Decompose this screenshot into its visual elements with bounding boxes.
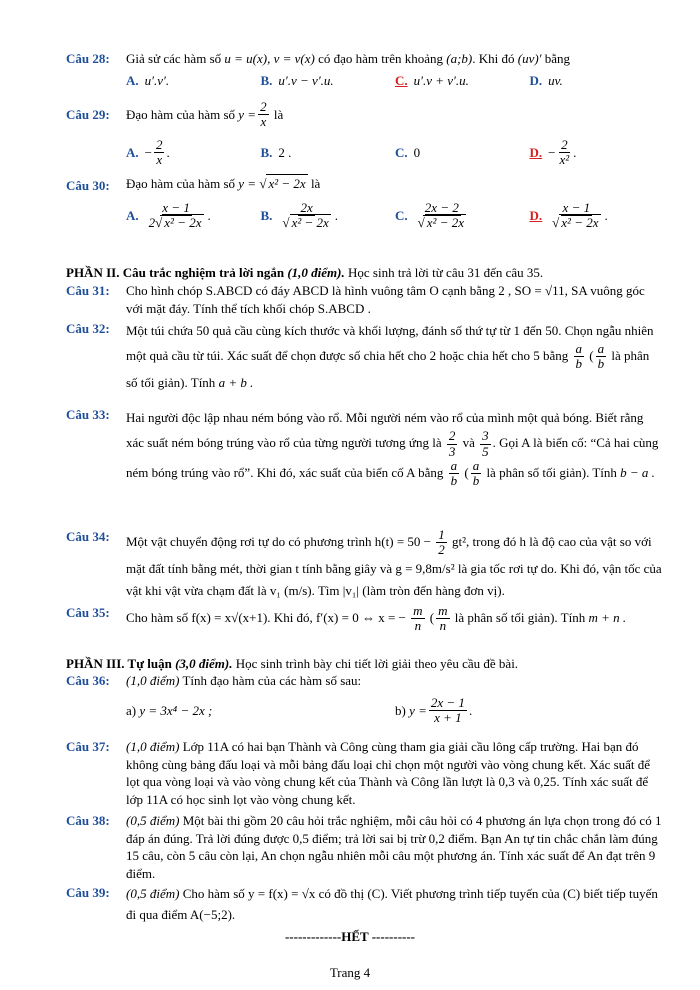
question-text: Một túi chứa 50 quả cầu cùng kích thước và khối lượng, đánh số thứ tự từ 1 đến 50. Chọn ngẫu nhiên một quả cầu từ túi. Xác suất để chọn được số chia hết cho 2 hoặc chia hết cho 5 bằng $\frac{a}{b}$ ( $\frac{a}{b}$ là phân số tối giản). Tính a + b .	[126, 323, 654, 390]
option-d[interactable]: D. uv.	[529, 72, 563, 88]
question-36	[66, 672, 664, 725]
option-c[interactable]: C. 0	[395, 144, 421, 160]
question-29	[66, 100, 664, 167]
question-number: Câu 32:	[66, 321, 110, 336]
question-number: Câu 38:	[66, 813, 110, 828]
question-33	[66, 406, 664, 489]
question-28	[66, 50, 664, 89]
answer-options	[126, 72, 664, 90]
part-2-heading: PHẦN II. Câu trắc nghiệm trả lời ngắn (1,0 điểm). Học sinh trả lời từ câu 31 đến câu 35.	[66, 265, 544, 280]
question-number: Câu 37:	[66, 739, 110, 754]
part-3-heading: PHẦN III. Tự luận (3,0 điểm). Học sinh trình bày chi tiết lời giải theo yêu cầu đề bài.	[66, 656, 519, 671]
option-d[interactable]: D. − $\frac{2}{\text{x²}}$ .	[529, 136, 577, 167]
question-text: (0,5 điểm) Cho hàm số y = f(x) = √x có đồ thị (C). Viết phương trình tiếp tuyến của (C) biết tiếp tuyến đi qua điểm A(−5;2).	[126, 886, 658, 922]
option-a[interactable]: A. − $\frac{2}{x}$ .	[126, 136, 170, 167]
question-number: Câu 33:	[66, 407, 110, 422]
subquestion-a: a) y = 3x⁴ − 2x ;	[126, 702, 213, 718]
option-a[interactable]: A. u′.v′.	[126, 72, 170, 88]
option-b[interactable]: B. 2 .	[260, 144, 292, 160]
question-text: Giả sử các hàm số u = u(x), v = v(x) có đạo hàm trên khoảng (a;b). Khi đó (uv)′ bằng	[126, 51, 571, 66]
option-d[interactable]: D. $\frac{x - 1}{\text{√ x² − 2x}}$ .	[529, 199, 608, 230]
question-number: Câu 35:	[66, 605, 110, 620]
question-number: Câu 31:	[66, 283, 110, 298]
question-number: Câu 28:	[66, 51, 110, 66]
option-b[interactable]: B. u′.v − v′.u.	[260, 72, 334, 88]
question-number: Câu 29:	[66, 107, 110, 122]
answer-options	[126, 138, 664, 168]
option-b[interactable]: B. $\frac{2x}{\text{√ x² − 2x}}$ .	[260, 199, 339, 230]
subquestion-b: b) y = $\frac{2x - 1}{x + 1}$ .	[395, 694, 473, 725]
question-text: Hai người độc lập nhau ném bóng vào rổ. Mỗi người ném vào rổ của mình một quả bóng. Biết rằng xác suất ném bóng trúng vào rổ của từng người tương ứng là $\frac{2}{3}$ và $\frac{3}{5}$ . Gọi A là biến cố: “Cả hai cùng ném bóng trúng vào rổ”. Khi đó, xác suất của biến cố A bằng $\frac{a}{b}$ ( $\frac{a}{b}$ là phân số tối giản). Tính b − a .	[126, 410, 659, 489]
question-text: Cho hình chóp S.ABCD có đáy ABCD là hình vuông tâm O cạnh bằng 2 , SO = √11, SA vuông góc với mặt đáy. Tính thể tích khối chóp S.ABCD .	[126, 283, 645, 316]
question-35	[66, 604, 664, 634]
option-a[interactable]: A. $\frac{x - 1}{\text{2√ x² − 2x}}$ .	[126, 199, 211, 230]
question-number: Câu 36:	[66, 673, 110, 688]
question-31	[66, 282, 664, 317]
question-37	[66, 738, 664, 808]
question-text: Một vật chuyển động rơi tự do có phương trình h(t) = 50 − $\frac{1}{2}$ gt², trong đó h là độ cao của vật so với mặt đất tính bằng mét, thời gian t tính bằng giây và g = 9,8m/s² là gia tốc rơi tự do. Khi đó, vận tốc của vật khi vật vừa chạm đất là v₁ (m/s). Tìm |v₁| (làm tròn đến hàng đơn vị).	[126, 527, 662, 599]
end-mark: -------------HẾT ----------	[284, 929, 416, 944]
question-text: Đạo hàm của hàm số y = √ x² − 2x là	[126, 175, 321, 191]
question-text: Đạo hàm của hàm số y = $\frac{2}{x}$ là	[126, 99, 284, 130]
subquestions	[126, 696, 664, 726]
answer-options	[126, 201, 664, 231]
option-c[interactable]: C. $\frac{2x - 2}{\text{√ x² − 2x}}$	[395, 199, 464, 230]
question-38	[66, 812, 664, 882]
question-32	[66, 320, 664, 394]
page-number: Trang 4	[329, 965, 371, 980]
question-30	[66, 174, 664, 230]
question-34	[66, 528, 664, 603]
question-number: Câu 30:	[66, 178, 110, 193]
question-number: Câu 34:	[66, 529, 110, 544]
question-text: (1,0 điểm) Tính đạo hàm của các hàm số sau:	[126, 673, 362, 688]
question-39	[66, 884, 664, 926]
question-text: Cho hàm số f(x) = x√(x+1). Khi đó, f′(x) = 0 ⇔ x = − $\frac{m}{n}$ ( $\frac{m}{n}$ là phân số tối giản). Tính m + n .	[126, 603, 627, 634]
question-number: Câu 39:	[66, 885, 110, 900]
question-text: (0,5 điểm) Một bài thi gồm 20 câu hỏi trắc nghiệm, mỗi câu hỏi có 4 phương án lựa chọn trong đó có 1 đáp án đúng. Trả lời đúng được 0,5 điểm; trả lời sai bị trừ 0,2 điểm. Bạn An tự tin chắc chắn làm đúng 15 câu, còn 5 câu còn lại, An chọn ngẫu nhiên mỗi câu một phương án. Tính xác suất để An đạt trên 9 điểm.	[126, 813, 662, 881]
option-c[interactable]: C. u′.v + v′.u.	[395, 72, 469, 88]
question-text: (1,0 điểm) Lớp 11A có hai bạn Thành và Công cùng tham gia giải cầu lông cấp trường. Hai bạn đó không cùng bảng đấu loại và mỗi bảng đấu loại chỉ chọn một người vào vòng chung kết. Xác suất để lọt qua vòng loại và vào vòng chung kết của Thành và Công lần lượt là 0,3 và 0,25. Tính xác suất để lớp 11A có học sinh lọt vào vòng chung kết.	[126, 739, 651, 807]
